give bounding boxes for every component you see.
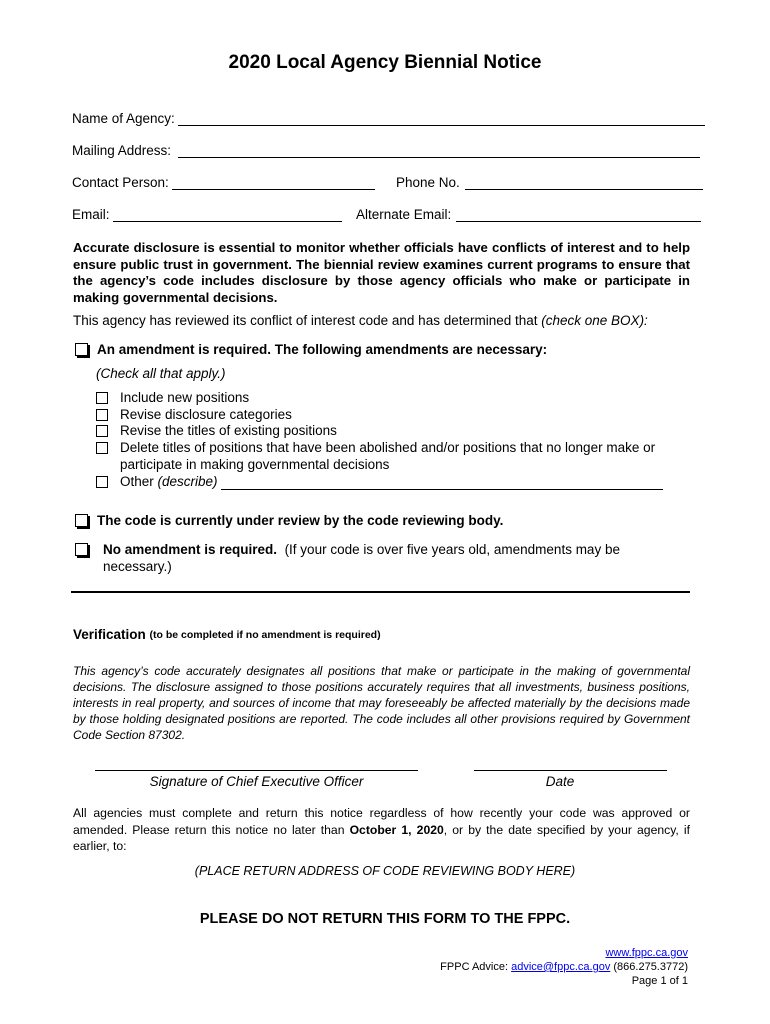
list-item — [96, 423, 696, 440]
amendment-sub-list — [96, 390, 696, 490]
verification-text: This agency’s code accurately designates all positions that make or participate in the making of governmental decisions. The disclosure assigned to those positions accurately requires that all investments, business positions, interests in real property, and sources of income that may foreseeably be affected materially by the decisions made by those holding designated positions are reported. The code includes all other provisions required by Government Code Section 87302. — [73, 664, 690, 742]
email-field — [72, 207, 342, 222]
revise-titles-checkbox[interactable] — [96, 425, 108, 437]
fppc-website-link[interactable]: www.fppc.ca.gov — [605, 947, 688, 959]
no-amendment-note: (If your code is over five years old, amendments may be necessary.) — [103, 542, 620, 574]
revise-disclosure-label: Revise disclosure categories — [120, 406, 292, 422]
include-new-positions-checkbox[interactable] — [96, 392, 108, 404]
review-statement-text: This agency has reviewed its conflict of interest code and has determined that — [73, 313, 542, 328]
agency-name-input-line[interactable] — [178, 111, 705, 126]
list-item — [96, 390, 696, 407]
return-notice-before: All agencies must complete and return this notice regardless of how recently your code was approved or amended. Please return this notice no later than — [73, 806, 690, 837]
return-notice-after: , or by the date specified by your agency, if earlier, to: — [73, 822, 690, 853]
list-item — [96, 440, 696, 473]
no-amendment-checkbox[interactable] — [75, 543, 88, 556]
phone-field — [396, 175, 703, 190]
contact-person-label: Contact Person: — [72, 175, 169, 190]
email-input-line[interactable] — [113, 207, 342, 222]
verification-heading — [73, 627, 381, 642]
agency-name-label: Name of Agency: — [72, 111, 175, 126]
other-label: Other — [120, 473, 154, 489]
review-statement — [73, 313, 690, 330]
fppc-advice-email-link[interactable]: advice@fppc.ca.gov — [511, 961, 611, 973]
fppc-advice-phone: (866.275.3772) — [610, 961, 688, 973]
contact-person-input-line[interactable] — [172, 175, 375, 190]
revise-titles-label: Revise the titles of existing positions — [120, 423, 337, 439]
under-review-checkbox[interactable] — [75, 514, 88, 527]
option-no-amendment — [75, 542, 675, 575]
footer — [440, 946, 688, 988]
page-number: Page 1 of 1 — [631, 975, 688, 987]
other-describe-input-line[interactable] — [221, 475, 663, 490]
return-deadline: October 1, 2020 — [349, 822, 444, 837]
revise-disclosure-checkbox[interactable] — [96, 409, 108, 421]
verification-title: Verification — [73, 627, 146, 642]
return-notice — [73, 805, 690, 855]
list-item — [96, 407, 696, 424]
alt-email-field — [356, 207, 701, 222]
return-address-placeholder: (PLACE RETURN ADDRESS OF CODE REVIEWING BODY HERE) — [194, 864, 576, 878]
mailing-address-input-line[interactable] — [178, 143, 700, 158]
list-item — [96, 474, 696, 491]
verification-note: (to be completed if no amendment is required) — [149, 629, 381, 641]
do-not-return-notice: PLEASE DO NOT RETURN THIS FORM TO THE FPPC. — [199, 911, 571, 927]
amendment-required-label: An amendment is required. The following amendments are necessary: — [97, 342, 548, 357]
page-title: 2020 Local Agency Biennial Notice — [228, 52, 542, 73]
phone-input-line[interactable] — [465, 175, 703, 190]
agency-name-field — [72, 111, 705, 126]
signature-caption: Signature of Chief Executive Officer — [149, 774, 364, 789]
contact-person-field — [72, 175, 375, 190]
delete-titles-label: Delete titles of positions that have been abolished and/or positions that no longer make or participate in making governmental decisions — [120, 440, 656, 472]
date-caption: Date — [545, 774, 575, 789]
intro-statement: Accurate disclosure is essential to monitor whether officials have conflicts of interest and to help ensure public trust in government. The biennial review examines current programs to ensure that the agency’s code includes disclosure by those agency officials who make or participate in making governmental decisions. — [73, 240, 690, 305]
delete-titles-checkbox[interactable] — [96, 442, 108, 454]
signature-line[interactable] — [95, 770, 418, 771]
mailing-address-field — [72, 143, 700, 158]
check-one-instruction: (check one BOX): — [541, 313, 648, 328]
no-amendment-text — [103, 542, 675, 575]
check-all-instruction: (Check all that apply.) — [96, 366, 226, 381]
amendment-required-checkbox[interactable] — [75, 343, 88, 356]
option-under-review — [75, 513, 503, 528]
no-amendment-label: No amendment is required. — [103, 542, 278, 557]
alt-email-label: Alternate Email: — [356, 207, 452, 222]
mailing-address-label: Mailing Address: — [72, 143, 172, 158]
under-review-label: The code is currently under review by the code reviewing body. — [97, 513, 504, 528]
fppc-advice-label: FPPC Advice: — [440, 961, 512, 973]
option-amendment-required — [75, 342, 547, 357]
phone-label: Phone No. — [396, 175, 460, 190]
other-describe-label: (describe) — [157, 473, 218, 489]
section-divider — [71, 591, 690, 593]
alt-email-input-line[interactable] — [456, 207, 701, 222]
include-new-positions-label: Include new positions — [120, 390, 250, 405]
date-line[interactable] — [474, 770, 667, 771]
other-checkbox[interactable] — [96, 476, 108, 488]
email-label: Email: — [72, 207, 110, 222]
